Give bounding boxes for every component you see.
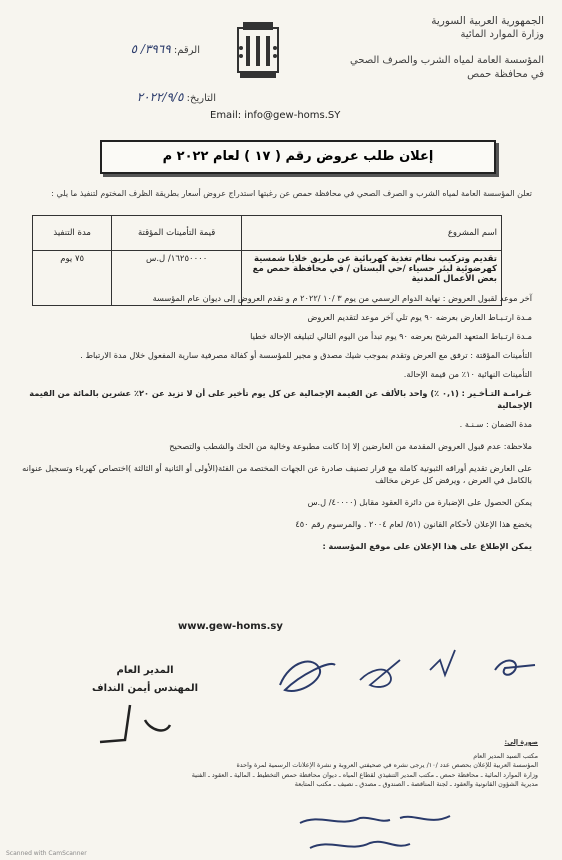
reference-number [70, 42, 200, 56]
email-line: Email: info@gew-homs.SY [210, 110, 341, 121]
copy-recipient: المؤسسة العربية للإعلان بحصص عدد /١٠/ يرجى نشره في صحيفتي العروبة و نشرة الإعلانات الرسمية لمرة واحدة [236, 761, 538, 769]
clause: غـرامـة التـأخـير : (٠,١ ٪) واحد بالألف عن القيمة الإجمالية عن كل يوم تأخير على أن لا تزيد عن ٢٠٪ عشرين بالمائة من القيمة الإجمالية [29, 388, 532, 410]
date-label: التاريخ: [186, 93, 216, 104]
clause: مدة الضمان : سـنـة . [459, 419, 532, 429]
column-header: اسم المشروع [241, 216, 501, 251]
ref-label: الرقم: [173, 45, 200, 56]
document-date [70, 90, 216, 104]
clause: يمكن الإطلاع على هذا الإعلان على موقع المؤسسة : [322, 541, 532, 551]
clause: على العارض تقديم أوراقه الثبوتية كاملة مع قرار تصنيف صادرة عن الجهات المختصة من الفئة(الأولى أو الثانية أو الثالثة )اختصاص كهرباء وتسجيل عنوانه بالكامل في العرض ، ويرفض كل عرض مخالف [22, 463, 532, 485]
guarantee-cell: ١٦٢٥٠٠٠٠/ ل.س [112, 251, 242, 306]
institution-name: المؤسسة العامة لمياه الشرب والصرف الصحي [349, 55, 544, 66]
country-name: الجمهورية العربية السورية [431, 15, 544, 27]
copy-recipient: مكتب السيد المدير العام [473, 751, 538, 760]
date-value: ٢٠٢٢/٩/٥ [136, 90, 184, 104]
institution-logo [236, 18, 280, 80]
clause: يمكن الحصول على الإضبارة من دائرة العقود مقابل (٤٠٠٠٠/ ل.س [307, 497, 532, 507]
clauses-list [22, 292, 532, 552]
committee-signatures [260, 640, 550, 710]
ministry-name: وزارة الموارد المائية [460, 29, 544, 40]
duration-cell: ٧٥ يوم [33, 251, 112, 306]
clause: آخر موعد لقبول العروض : نهاية الدوام الرسمي من يوم ٣ /١٠ /٢٠٢٢ م و تقدم العروض إلى ديوان عام المؤسسة [152, 293, 532, 303]
handwritten-notes [290, 808, 490, 858]
announcement-title: إعلان طلب عروض رقم ( ١٧ ) لعام ٢٠٢٢ م [100, 140, 496, 174]
clause: مـدة ارتـبـاط العارض بعرضه ٩٠ يوم تلي آخر موعد لتقديم العروض [307, 312, 532, 322]
scanner-watermark: Scanned with CamScanner [6, 850, 87, 857]
website-link[interactable]: www.gew-homs.sy [178, 621, 283, 632]
copy-recipient: مديرية الشؤون القانونية والعقود ـ لجنة المناقصة ـ الصندوق ـ مصدق ـ نصيف ـ مكتب المتابعة [294, 780, 538, 788]
column-header: مدة التنفيذ [33, 216, 112, 251]
copy-recipient: وزارة الموارد المائية ـ محافظة حمص ـ مكتب المدير التنفيذي لقطاع المياه ـ ديوان محافظة حمص التخطيط ـ المالية ـ العقود ـ الفنية [191, 770, 538, 779]
governorate-name: في محافظة حمص [467, 69, 544, 80]
clause: مـدة ارتـباط المتعهد المرشح بعرضه ٩٠ يوم تبدأ من اليوم التالي لتبليغه الإحالة خطيا [250, 331, 532, 341]
copies-label: صورة إلى: [504, 738, 538, 746]
clause: يخضع هذا الإعلان لأحكام القانون (٥١/ لعام ٢٠٠٤ . والمرسوم رقم ٤٥٠ [295, 519, 532, 529]
clause: ملاحظة: عدم قبول العروض المقدمة من العارضين إلا إذا كانت مطبوعة وخالية من الحك والشطب والتصحيح [169, 441, 532, 451]
signatory-name: المهندس أيمن النداف [91, 683, 199, 694]
signature-block [90, 662, 200, 698]
intro-paragraph: تعلن المؤسسة العامة لمياه الشرب و الصرف الصحي في محافظة حمص عن رغبتها استدراج عروض أسعار بطريقة الظرف المختوم لتنفيذ ما يلي : [51, 189, 532, 198]
copies-section [18, 738, 538, 790]
column-header: قيمة التأمينات المؤقتة [112, 216, 242, 251]
signatory-role: المدير العام [116, 665, 174, 676]
ref-value: ٣٩٦٩/ ٥ [130, 42, 171, 56]
letterhead-right [344, 14, 544, 82]
project-name-cell: تقديم وتركيب نظام تغذية كهربائية عن طريق خلايا شمسية كهرضوئية لبئر حسياء /حي البستان / في محافظة حمص مع بعض الأعمال المدنية [241, 251, 501, 306]
clause: التأمينات المؤقتة : ترفق مع العرض وتقدم بموجب شيك مصدق و مجير للمؤسسة أو كفالة مصرفية سارية المفعول خلال مدة الارتباط . [80, 350, 532, 360]
clause: التأمينات النهائية ١٠٪ من قيمة الإحالة. [403, 369, 532, 379]
